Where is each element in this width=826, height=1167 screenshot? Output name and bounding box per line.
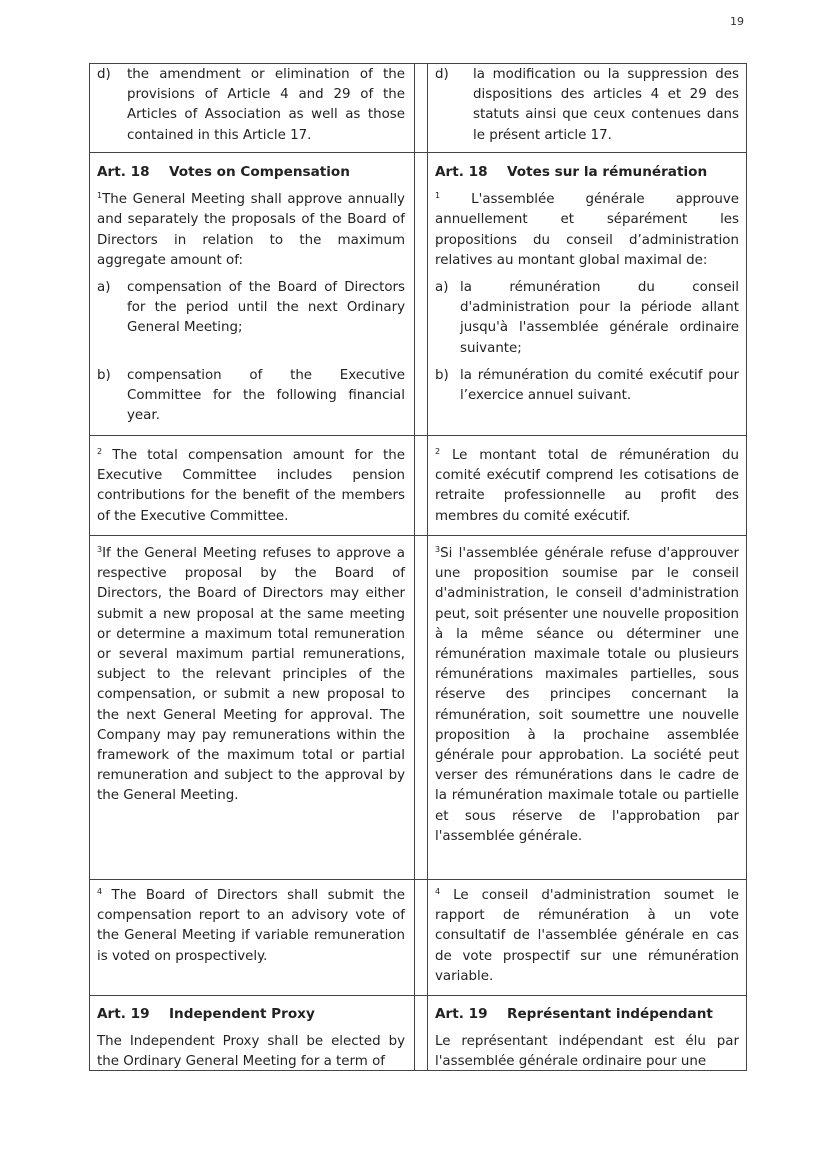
list-marker: d) — [435, 67, 449, 82]
paragraph-number: 3 — [435, 545, 441, 554]
paragraph-number: 4 — [435, 887, 441, 896]
row-rule — [89, 879, 747, 880]
paragraph-text: If the General Meeting refuses to approve a respective proposal by the Board of Directors, the Board of Directors may either submit a new proposal at the same meeting or determine a maximum total remuneration or several maximum partial remunerations, subject to the relevant principles of the compensation, or submit a new proposal to the next General Meeting for approval. The Company may pay remunerations within the framework of the maximum total or partial remuneration and subject to the approval by the General Meeting. — [97, 546, 405, 804]
article-number: Art. 19 — [435, 1006, 488, 1022]
table-border-right — [746, 63, 747, 1071]
paragraph-2-fr — [435, 446, 739, 527]
page-number: 19 — [730, 15, 744, 28]
list-item — [435, 278, 739, 359]
list-item-text: compensation of the Executive Committee for the following financial year. — [127, 367, 405, 424]
article-heading — [435, 162, 739, 182]
article-17-item-d-fr — [435, 65, 739, 146]
paragraph-3-fr — [435, 544, 739, 847]
article-number: Art. 19 — [97, 1006, 150, 1022]
row-rule — [89, 63, 747, 64]
paragraph-text: The total compensation amount for the Executive Committee includes pension contributions for the benefit of the members of the Executive Committee. — [97, 448, 405, 524]
article-heading — [97, 162, 405, 182]
paragraph — [97, 190, 405, 271]
row-rule — [89, 152, 747, 153]
list-marker: d) — [97, 67, 111, 82]
article-title: Représentant indépendant — [507, 1006, 713, 1022]
paragraph-2-en — [97, 446, 405, 527]
paragraph-4-fr — [435, 886, 739, 987]
paragraph-number: 1 — [435, 191, 441, 201]
paragraph-text: The General Meeting shall approve annually and separately the proposals of the Board of Directors in relation to the maximum aggregate amount of: — [97, 192, 405, 268]
paragraph-text: Le représentant indépendant est élu par l'assemblée générale ordinaire pour une — [435, 1034, 739, 1070]
article-title: Votes on Compensation — [169, 164, 350, 180]
paragraph-text: Le montant total de rémunération du comité exécutif comprend les cotisations de retraite professionnelle au profit des membres du comité exécutif. — [435, 448, 739, 524]
paragraph-text: The Board of Directors shall submit the compensation report to an advisory vote of the General Meeting if variable remuneration is voted on prospectively. — [97, 888, 405, 964]
article-heading — [97, 1004, 405, 1024]
paragraph-number: 1 — [97, 191, 103, 201]
paragraph-3-en — [97, 544, 405, 807]
row-rule — [89, 435, 747, 436]
article-19-en — [97, 1004, 405, 1073]
table-border-left — [89, 63, 90, 1071]
column-rule-left-inner — [414, 63, 415, 1071]
column-rule-right-inner — [427, 63, 428, 1071]
list-marker: a) — [97, 280, 111, 296]
article-19-fr — [435, 1004, 739, 1073]
list-item — [97, 366, 405, 427]
paragraph-text: L'assemblée générale approuve annuellement et séparément les propositions du conseil d’administration relatives au montant global maximal de: — [435, 192, 739, 268]
article-title: Independent Proxy — [169, 1006, 315, 1022]
list-item-text: la rémunération du conseil d'administration pour la période allant jusqu'à l'assemblée générale ordinaire suivante; — [460, 280, 739, 356]
article-18-en — [97, 162, 405, 426]
list-item-text: la modification ou la suppression des dispositions des articles 4 et 29 des statuts ainsi que ceux contenues dans le présent article 17. — [473, 67, 739, 143]
list-item — [435, 366, 739, 406]
row-rule — [89, 995, 747, 996]
list-item — [97, 278, 405, 339]
list-item-text: the amendment or elimination of the provisions of Article 4 and 29 of the Articles of Association as well as those contained in this Article 17. — [127, 67, 405, 143]
list-marker: b) — [97, 367, 111, 383]
paragraph-text: Le conseil d'administration soumet le rapport de rémunération à un vote consultatif de l'assemblée générale en cas de vote prospectif sur une rémunération variable. — [435, 888, 739, 984]
bilingual-articles-table — [89, 63, 747, 1071]
paragraph-4-en — [97, 886, 405, 967]
paragraph-number: 2 — [435, 447, 441, 456]
article-17-item-d-en — [97, 65, 405, 146]
paragraph — [435, 190, 739, 271]
list-marker: a) — [435, 280, 449, 296]
article-18-fr — [435, 162, 739, 406]
paragraph-text: The Independent Proxy shall be elected by the Ordinary General Meeting for a term of — [97, 1034, 405, 1070]
paragraph-number: 4 — [97, 887, 103, 896]
list-item-text: compensation of the Board of Directors for the period until the next Ordinary General Meeting; — [127, 280, 405, 336]
paragraph-text: Si l'assemblée générale refuse d'approuver une proposition soumise par le conseil d'administration, le conseil d'administration peut, soit présenter une nouvelle proposition à la même séance ou déterminer une rémunération maximale totale ou plusieurs rémunérations maximales partielles, sous réserve des principes concernant la rémunération, soit soumettre une nouvelle proposition à la prochaine assemblée générale pour approbation. La société peut verser des rémunérations dans le cadre de la rémunération maximale totale ou partielle et sous réserve de l'approbation par l'assemblée générale. — [435, 546, 739, 844]
paragraph-number: 3 — [97, 545, 103, 554]
row-rule — [89, 535, 747, 536]
article-number: Art. 18 — [435, 164, 488, 180]
paragraph-number: 2 — [97, 447, 103, 456]
article-title: Votes sur la rémunération — [507, 164, 708, 180]
article-heading — [435, 1004, 739, 1024]
list-marker: b) — [435, 367, 449, 383]
article-number: Art. 18 — [97, 164, 150, 180]
list-item-text: la rémunération du comité exécutif pour l’exercice annuel suivant. — [460, 367, 739, 404]
